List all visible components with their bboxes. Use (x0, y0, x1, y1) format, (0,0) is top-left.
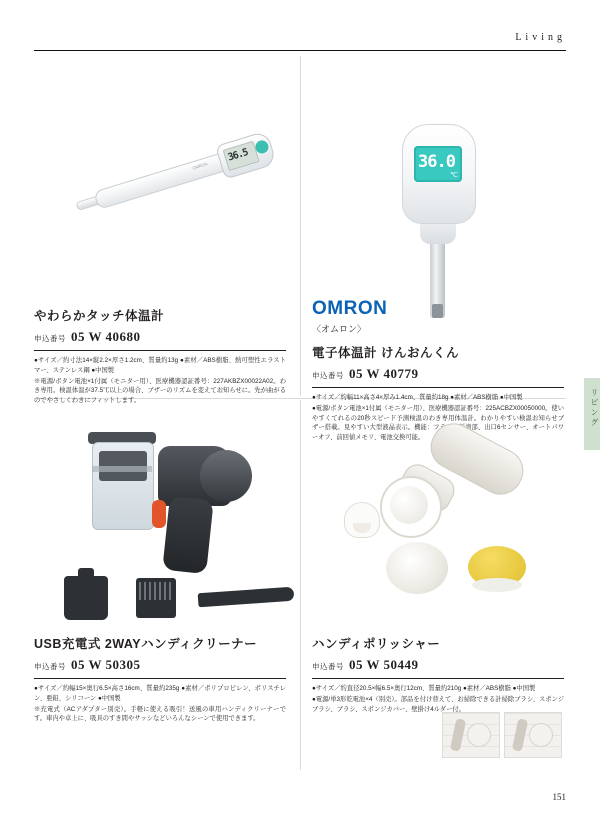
product-code-label-1: 申込番号 (34, 334, 66, 343)
handy-polisher-illustration (340, 418, 570, 618)
product-image-2 (312, 60, 564, 298)
product-card-1[interactable] (34, 60, 286, 404)
product-spec-1-line-2: ※電源/ボタン電池×1付属（モニター用）、医療機器認証番号：227AKBZX00022A02。わき専用。検温体温が37.5℃以上の場合、ブザーのリズムを変えてお知らせに。先が曲がるのでやさしくわきにフィットします。 (34, 377, 286, 404)
product-rule-1 (34, 350, 286, 351)
product-card-3[interactable] (34, 408, 286, 758)
product-name-4: ハンディポリッシャー (312, 637, 441, 651)
product-name-2: 電子体温計 けんおんくん (312, 346, 459, 360)
thermometer-lcd-value-1: 36.5 (226, 147, 250, 164)
product-spec-4-line-2: ●電源/単3形乾電池×4（別売）。部品を付け替えて、お掃除できる計掃除ブラシ、スポンジブラシ、ブラシ、スポンジカバー、壁掛け4ルダー付。 (312, 695, 564, 713)
product-image-1 (34, 60, 286, 298)
section-side-tab (584, 378, 600, 450)
product-name-3: USB充電式 2WAYハンディクリーナー (34, 637, 258, 651)
thermometer-digital-illustration (390, 118, 486, 318)
product-spec-2-line-1: ●サイズ／約幅11×高さ4×厚み1.4cm、質量約18g ●素材／ABS樹脂 ●中国製 (312, 394, 523, 401)
product-brand-sub-2: 〈オムロン〉 (312, 324, 367, 334)
polisher-usage-photos (442, 712, 562, 756)
section-side-tab-label: リビング (590, 388, 599, 428)
product-rule-2 (312, 387, 564, 388)
product-code-label-4: 申込番号 (312, 662, 344, 671)
product-spec-2-line-2: ●電源/ボタン電池×1付属（モニター用）、医療機器認証番号：225ACBZX00050000。使いやすくてれるの20秒スピード予測検温のわき専用体温計。わかりやすい検温お知らせブザー搭載。見やすい大型液晶表示。機能：フラット板湾部、出口6センサー、オートパワーオフ、前回値メモリ、電池交換可能。 (312, 404, 564, 441)
product-code-line-4 (312, 657, 564, 673)
usage-photo-2 (504, 712, 562, 758)
product-spec-1-line-1: ●サイズ／約寸法14×縦2.2×厚さ1.2cm、質量約13g ●素材／ABS樹脂、熱可塑性エラストマー、ステンレス鋼 ●中国製 (34, 357, 286, 374)
product-spec-3-line-1: ●サイズ／約幅15×奥行6.5×高さ16cm、質量約235g ●素材／ポリプロピレン、ポリスチレン、亜鉛、シリコーン ●中国製 (34, 685, 286, 702)
page-header-title: Living (515, 32, 566, 43)
product-spec-3 (34, 684, 286, 724)
usage-photo-1 (442, 712, 500, 758)
product-spec-4-line-1: ●サイズ／約直径20.5×幅6.5×奥行12cm、質量約210g ●素材／ABS樹脂 ●中国製 (312, 685, 536, 692)
column-divider-top (300, 56, 301, 396)
product-spec-1 (34, 356, 286, 406)
product-rule-3 (34, 678, 286, 679)
thermometer-lcd-value-2: 36.0 (418, 152, 455, 172)
product-code-value-3: 05 W 50305 (71, 657, 141, 672)
product-code-value-2: 05 W 40779 (349, 366, 419, 381)
thermometer-lcd-unit-2: ℃ (450, 172, 458, 179)
product-name-1: やわらかタッチ体温計 (34, 309, 165, 323)
product-spec-4 (312, 684, 564, 714)
product-code-line-2 (312, 366, 564, 382)
column-divider-bottom (300, 400, 301, 770)
product-code-label-3: 申込番号 (34, 662, 66, 671)
product-rule-4 (312, 678, 564, 679)
thermometer-stick-illustration: OMRON 36.5 (68, 118, 277, 234)
page-number: 151 (552, 792, 566, 802)
cleaner-accessories-illustration (64, 568, 294, 628)
product-code-label-2: 申込番号 (312, 371, 344, 380)
product-code-line-1 (34, 329, 286, 345)
product-spec-3-line-2: ※充電式（ACアダプター別売）。手軽に使える吸引！送風の車用ハンディクリーナーです。車内や卓上に、吸具のすき間やサッシなどいろんなシーンで使用できます。 (34, 705, 286, 723)
header-rule (34, 50, 566, 51)
product-code-value-1: 05 W 40680 (71, 329, 141, 344)
product-brand-2: OMRON (312, 298, 388, 319)
product-code-line-3 (34, 657, 286, 673)
product-image-4 (312, 408, 564, 626)
product-card-4[interactable] (312, 408, 564, 758)
product-card-2[interactable] (312, 60, 564, 441)
product-code-value-4: 05 W 50449 (349, 657, 419, 672)
